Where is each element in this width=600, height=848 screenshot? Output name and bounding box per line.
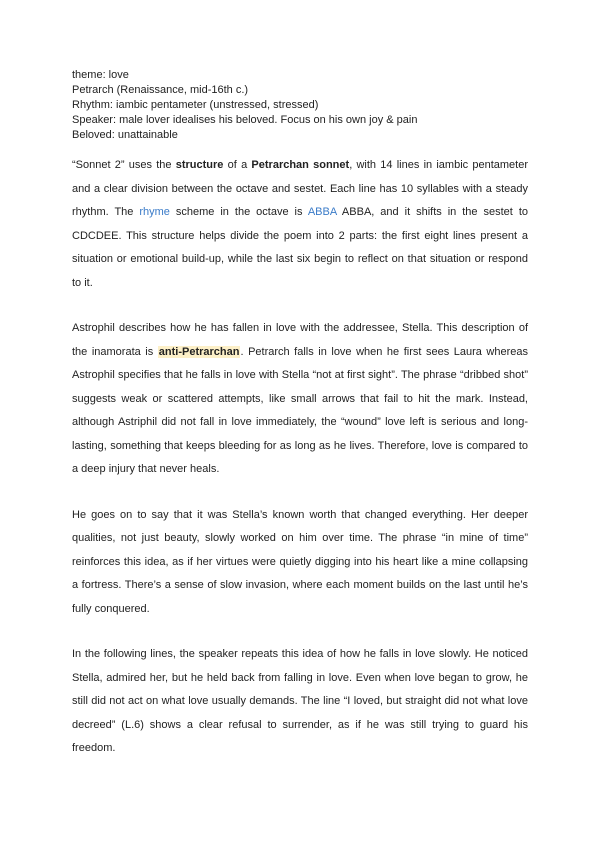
text-run: scheme in the octave is [169,206,308,218]
text-run: ABBA, and it shifts in the sestet to CDCDEE. This structure helps divide the poem into 2 parts: the first eight lines present a situation or emotional build-up, while the last six begin to reflect on that situation or respond to it. [72,206,528,289]
rhyme-link[interactable]: rhyme [139,206,170,218]
paragraph-slow-love: In the following lines, the speaker repeats this idea of how he falls in love slowly. He noticed Stella, admired her, but he held back from falling in love. Even when love began to grow, he still did not act on what love usually demands. The line “I loved, but straight did not what love decreed” (L.6) shows a clear refusal to surrender, as if he was still trying to guard his freedom. [72,648,528,754]
speaker-line: Speaker: male lover idealises his beloved. Focus on his own joy & pain [72,114,418,126]
text-run: Astrophil describes how he has fallen in love with the addressee, Stella. This description of the inamorata is [72,322,528,358]
highlighted-term-anti-petrarchan: anti-Petrarchan [158,345,240,358]
beloved-line: Beloved: unattainable [72,129,178,141]
notes-header [72,68,528,143]
text-run: of a [223,159,252,171]
paragraph-structure [72,154,528,295]
text-run: , with 14 lines in iambic pentameter and a clear division between the octave and sestet. Each line has 10 syllables with a steady rhythm. The [72,159,529,218]
text-run: “Sonnet 2” uses the [72,159,176,171]
author-line: Petrarch (Renaissance, mid-16th c.) [72,84,249,96]
paragraph-anti-petrarchan [72,317,528,482]
bold-term-structure: structure [175,159,224,171]
rhythm-line: Rhythm: iambic pentameter (unstressed, stressed) [72,99,319,111]
abba-link[interactable]: ABBA [307,206,337,218]
theme-line: theme: love [72,69,129,81]
bold-term-petrarchan-sonnet: Petrarchan sonnet [251,159,350,171]
paragraph-known-worth: He goes on to say that it was Stella’s known worth that changed everything. Her deeper qualities, not just beauty, slowly worked on him over time. The phrase “in mine of time” reinforces this idea, as if her virtues were quietly digging into his heart like a mine collapsing a fortress. There’s a sense of slow invasion, where each moment builds on the last until he’s fully conquered. [72,508,528,615]
text-run: . Petrarch falls in love when he first sees Laura whereas Astrophil specifies that he falls in love with Stella “not at first sight”. The phrase “dribbed shot” suggests weak or scattered attempts, like small arrows that fail to hit the mark. Instead, although Astriphil did not fall in love immediately, the “wound” love left is serious and long-lasting, something that keeps bleeding for as long as he lives. Therefore, love is compared to a deep injury that never heals. [72,345,528,475]
